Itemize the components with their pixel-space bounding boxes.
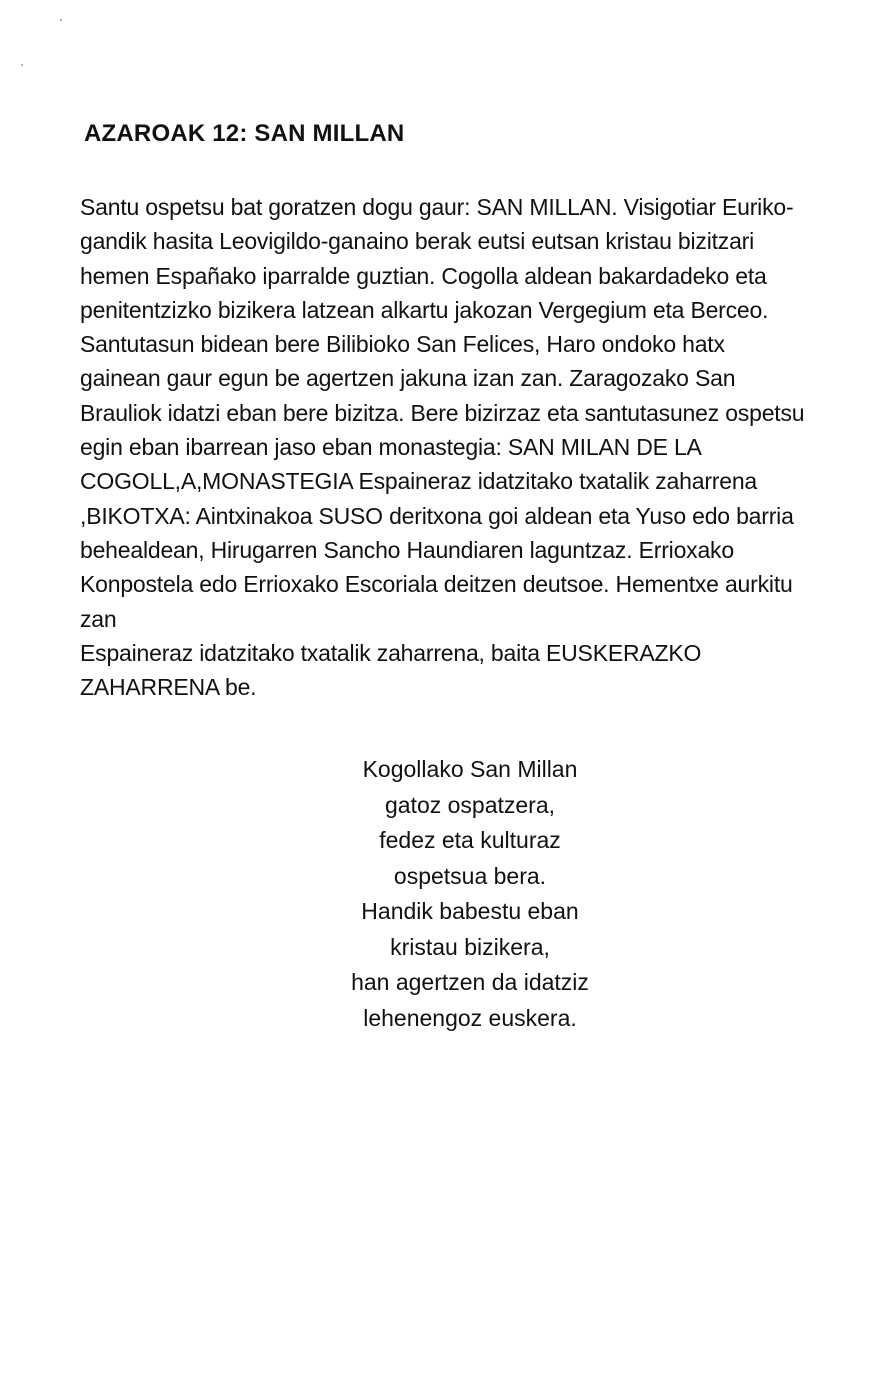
body-line: Konpostela edo Errioxako Escoriala deitzen deutsoe. Hementxe aurkitu [80, 571, 793, 598]
body-line: Espaineraz idatzitako txatalik zaharrena, baita EUSKERAZKO [80, 639, 702, 666]
poem-line: ospetsua bera. [393, 862, 547, 889]
poem-line: Kogollako San Millan [362, 756, 578, 782]
scan-speck [60, 19, 62, 21]
poem-line: Handik babestu eban [361, 898, 579, 924]
body-line: ZAHARRENA be. [80, 674, 257, 701]
poem-line: gatoz ospatzera, [384, 791, 556, 818]
poem-stanza [300, 752, 640, 1036]
body-line: gandik hasita Leovigildo-ganaino berak eutsi eutsan kristau bizitzari [80, 228, 755, 255]
body-line: Santutasun bidean bere Bilibioko San Felices, Haro ondoko hatx [80, 331, 725, 358]
body-line: Santu ospetsu bat goratzen dogu gaur: SAN MILLAN. Visigotiar Euriko- [80, 194, 794, 220]
body-line: gainean gaur egun be agertzen jakuna izan zan. Zaragozako San [80, 365, 736, 392]
poem-line: fedez eta kulturaz [379, 827, 561, 853]
body-line: zan [80, 605, 117, 632]
poem-line: kristau bizikera, [390, 933, 550, 960]
scan-speck [21, 64, 23, 66]
page-title: AZAROAK 12: SAN MILLAN [84, 120, 405, 147]
poem-line: lehenengoz euskera. [363, 1004, 577, 1031]
body-line: egin eban ibarrean jaso eban monastegia: SAN MILAN DE LA [80, 434, 702, 461]
body-line: Brauliok idatzi eban bere bizitza. Bere bizirzaz eta santutasunez ospetsu [80, 399, 805, 426]
body-line: ,BIKOTXA: Aintxinakoa SUSO deritxona goi aldean eta Yuso edo barria [80, 502, 794, 529]
body-paragraph [80, 190, 850, 704]
body-line: COGOLL,A,MONASTEGIA Espaineraz idatzitako txatalik zaharrena [80, 468, 758, 495]
poem-line: han agertzen da idatziz [351, 969, 589, 995]
body-line: hemen Españako iparralde guztian. Cogolla aldean bakardadeko eta [80, 262, 767, 289]
body-line: behealdean, Hirugarren Sancho Haundiaren laguntzaz. Errioxako [80, 536, 734, 563]
body-line: penitentzizko bizikera latzean alkartu jakozan Vergegium eta Berceo. [80, 296, 769, 323]
